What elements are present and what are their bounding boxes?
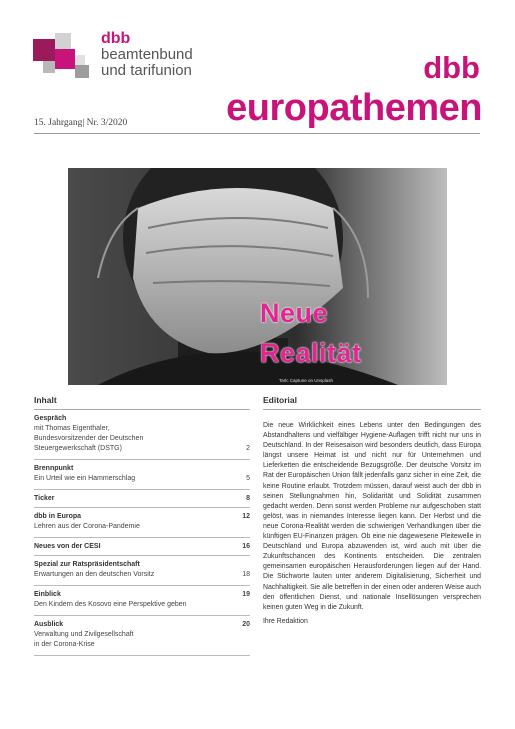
cover-headline [260,293,362,373]
toc-subtitle-text: Den Kindern des Kosovo eine Perspektive geben [34,601,187,608]
toc-entry-heading [34,513,250,520]
photo-credit: Tarlc Captune on Unsplash [279,378,334,383]
toc-entry[interactable] [34,616,250,656]
toc-page-number: 5 [246,475,250,482]
toc-entry-subtitle [34,522,250,532]
toc-entry-heading [34,495,250,502]
toc-page-number: 16 [242,543,250,550]
toc-heading-text: dbb in Europa [34,513,82,520]
header-divider [34,133,480,134]
toc-entry-subtitle [34,600,250,610]
toc-subtitle-text: Lehren aus der Corona-Pandemie [34,523,140,530]
toc-subtitle-text: mit Thomas Eigenthaler, Bundesvorsitzender der Deutschen Steuergewerkschaft (DSTG) [34,425,144,452]
logo-tarifunion: und tarifunion [101,62,192,79]
toc-heading-text: Einblick [34,591,61,598]
masked-face-photo [68,168,447,385]
toc-heading-text: Ticker [34,495,55,502]
cover-photo [68,168,447,385]
table-of-contents [34,392,250,656]
toc-page-number: 2 [246,445,250,452]
toc-entry[interactable] [34,538,250,556]
toc-subtitle-text: Ein Urteil wie ein Hammerschlag [34,475,136,482]
toc-subtitle-text: Erwartungen an den deutschen Vorsitz [34,571,155,578]
toc-entry[interactable] [34,508,250,538]
issue-number: 15. Jahrgang| Nr. 3/2020 [34,118,128,128]
toc-entry-subtitle [34,424,250,454]
toc-entry-heading [34,543,250,550]
toc-entry[interactable] [34,460,250,490]
logo-beamtenbund: beamtenbund [101,46,193,63]
toc-entry-heading [34,591,250,598]
toc-entry[interactable] [34,490,250,508]
toc-title: Inhalt [34,392,250,410]
toc-heading-text: Neues von der CESI [34,543,101,550]
toc-page-number: 12 [242,513,250,520]
toc-heading-text: Gespräch [34,415,67,422]
brand-dbb: dbb [423,50,480,85]
toc-entry[interactable] [34,410,250,460]
toc-entry-heading [34,561,250,568]
editorial-text: Die neue Wirklichkeit eines Lebens unter den Bedingungen des Abstandhaltens und vielfältiger Hygiene-Auflagen trifft nicht nur uns in Deutschland. In der Reisesaison wird besonders deutlich, dass Europa längst unsere Heimat ist und nicht nur für Unternehmen und Lieferketten die entscheidende Bezugsgröße. Der deutsche Vorsitz im Rat der Europäischen Union fällt jedenfalls ganz sicher in eine Zeit, die keine Routine erlaubt. Trotzdem müssen, darauf weist auch der dbb in seinen Stellungnahmen hin, Solidarität und Solidität zusammen gedacht werden. Denn sonst werden Probleme nur aufgeschoben statt gelöst, was in niemandes Interesse liegen kann. Der Herbst und die neue Corona-Realität werden die schwierigen Verhandlungen über die künftigen EU-Finanzen prägen. Ob eine nie dagewesene Pleitewelle in Deutschland und Europa abzuwenden ist, wird auch mit über die Zukunftschancen des Kontinents entscheiden. Die zentralen gemeinsamen europäischen Herausforderungen liegen auf der Hand. Die Stichworte lauten unter anderem Digitalisierung, Sicherheit und Nachhaltigkeit. Sie alle betreffen in der einen oder anderen Weise auch den öffentlichen Dienst, und nationale Insellösungen versprechen keinen guten Weg in die Zukunft. [263,422,481,611]
toc-page-number: 19 [242,591,250,598]
toc-list [34,410,250,656]
dbb-logo-text [101,31,193,79]
toc-entry-subtitle [34,570,250,580]
toc-entry-subtitle [34,474,250,484]
logo-dbb: dbb [101,30,131,47]
toc-entry-heading [34,621,250,628]
publication-title: europathemen [226,87,482,129]
dbb-logo-mark [33,33,103,78]
headline-line-1: Neue [260,298,329,328]
toc-entry[interactable] [34,586,250,616]
headline-line-2: Realität [260,338,362,368]
toc-entry-subtitle [34,630,250,650]
toc-heading-text: Brennpunkt [34,465,74,472]
toc-heading-text: Ausblick [34,621,64,628]
toc-page-number: 8 [246,495,250,502]
toc-subtitle-text: Verwaltung und Zivilgesellschaft in der Corona-Krise [34,631,134,648]
toc-entry-heading [34,415,250,422]
toc-page-number: 18 [242,571,250,578]
editorial-title: Editorial [263,392,481,410]
editorial-signature: Ihre Redaktion [263,617,308,625]
toc-entry-heading [34,465,250,472]
toc-page-number: 20 [242,621,250,628]
toc-entry[interactable] [34,556,250,586]
editorial [263,392,481,625]
toc-heading-text: Spezial zur Ratspräsidentschaft [34,561,140,568]
